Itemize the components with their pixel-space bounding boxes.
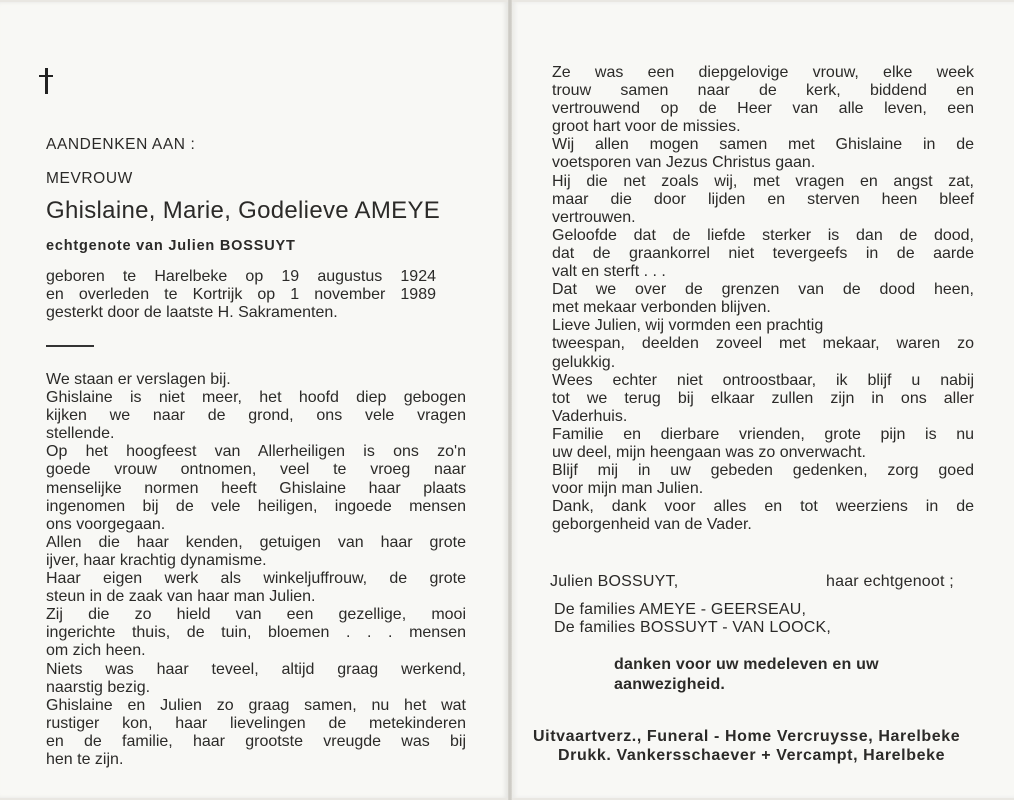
death-line: en overleden te Kortrijk op 1 november 1989	[46, 286, 436, 303]
body-line: steun in de zaak van haar man Julien.	[46, 588, 316, 606]
spouse-line: echtgenote van Julien BOSSUYT	[46, 238, 296, 254]
body-line: Wij allen mogen samen met Ghislaine in de	[552, 136, 974, 154]
body-line: groot hart voor de missies.	[552, 118, 741, 136]
body-line: Niets was haar teveel, altijd graag werkend,	[46, 660, 466, 678]
body-line: Ghislaine en Julien zo graag samen, nu het wat	[46, 696, 466, 714]
body-line: uw deel, mijn heengaan was zo onverwacht.	[552, 443, 866, 461]
body-line: hen te zijn.	[46, 750, 124, 768]
deceased-name: Ghislaine, Marie, Godelieve AMEYE	[46, 197, 441, 224]
body-line: gelukkig.	[552, 353, 616, 371]
body-line: trouw samen naar de kerk, biddend en	[552, 82, 974, 100]
body-line: We staan er verslagen bij.	[46, 371, 231, 388]
body-line: ingerichte thuis, de tuin, bloemen . . . mensen	[46, 624, 466, 642]
body-line: om zich heen.	[46, 642, 146, 660]
funeral-home-credit: Uitvaartverz., Funeral - Home Vercruysse, Harelbeke	[533, 728, 961, 745]
body-line: dat de graankorrel niet tevergeefs in de aarde	[552, 244, 974, 262]
body-line: Blijf mij in uw gebeden gedenken, zorg goed	[552, 462, 974, 480]
body-line: ijver, haar krachtig dynamisme.	[46, 551, 267, 569]
body-line: Wees echter niet ontroostbaar, ik blijf u nabij	[552, 371, 974, 389]
printer-credit: Drukk. Vankersschaever + Vercampt, Harelbeke	[558, 747, 946, 764]
cross-icon	[38, 68, 54, 94]
body-line: Dat we over de grenzen van de dood heen,	[552, 281, 974, 299]
birth-line: geboren te Harelbeke op 19 augustus 1924	[46, 268, 436, 285]
body-line: voetsporen van Jezus Christus gaan.	[552, 154, 816, 172]
body-line: Ze was een diepgelovige vrouw, elke week	[552, 64, 974, 81]
body-line: kijken we naar de grond, ons vele vragen	[46, 407, 466, 425]
divider	[46, 345, 94, 347]
body-line: stellende.	[46, 425, 115, 443]
sacraments-line: gesterkt door de laatste H. Sakramenten.	[46, 304, 338, 321]
body-line: Geloofde dat de liefde sterker is dan de dood,	[552, 226, 974, 244]
body-line: ingenomen bij de vele heiligen, ingoede mensen	[46, 497, 466, 515]
body-line: maar die door lijden en sterven heen bleef	[552, 190, 974, 208]
body-line: tot we terug bij elkaar zullen zijn in ons aller	[552, 389, 974, 407]
body-line: Allen die haar kenden, getuigen van haar grote	[46, 533, 466, 551]
body-line: Dank, dank voor alles en tot weerziens in de	[552, 498, 974, 516]
birth-death-block	[46, 268, 436, 322]
body-line: Haar eigen werk als winkeljuffrouw, de grote	[46, 570, 466, 588]
thanks-line-1: danken voor uw medeleven en uw	[614, 656, 879, 673]
body-line: Familie en dierbare vrienden, grote pijn is nu	[552, 425, 974, 443]
body-line: Hij die net zoals wij, met vragen en angst zat,	[552, 172, 974, 190]
spouse-signature-name: Julien BOSSUYT,	[550, 573, 679, 590]
title-mevrouw: MEVROUW	[46, 170, 133, 187]
body-line: tweespan, deelden zoveel met mekaar, waren zo	[552, 335, 974, 353]
body-line: ons voorgegaan.	[46, 515, 166, 533]
left-page	[0, 2, 508, 798]
body-line: menselijke normen heeft Ghislaine haar plaats	[46, 479, 466, 497]
body-line: vertrouwend op de Heer van alle leven, een	[552, 100, 974, 118]
spouse-signature-role: haar echtgenoot ;	[826, 573, 954, 590]
body-line: Ghislaine is niet meer, het hoofd diep gebogen	[46, 389, 466, 407]
remembrance-heading: AANDENKEN AAN :	[46, 136, 196, 153]
thanks-line-2: aanwezigheid.	[614, 676, 726, 693]
body-line: en de familie, haar grootste vreugde was bij	[46, 732, 466, 750]
body-line: Lieve Julien, wij vormden een prachtig	[552, 317, 824, 335]
body-line: rustiger kon, haar lievelingen de metekinderen	[46, 714, 466, 732]
body-line: Vaderhuis.	[552, 407, 628, 425]
right-body-text	[552, 64, 974, 534]
left-body-text	[46, 371, 466, 769]
body-line: goede vrouw ontnomen, veel te vroeg naar	[46, 461, 466, 479]
body-line: Zij die zo hield van een gezellige, mooi	[46, 606, 466, 624]
body-line: geborgenheid van de Vader.	[552, 516, 752, 534]
body-line: voor mijn man Julien.	[552, 480, 704, 498]
family-line-bossuyt: De families BOSSUYT - VAN LOOCK,	[554, 619, 831, 636]
body-line: valt en sterft . . .	[552, 263, 666, 281]
family-line-ameye: De families AMEYE - GEERSEAU,	[554, 601, 807, 618]
body-line: Op het hoogfeest van Allerheiligen is ons zo'n	[46, 443, 466, 461]
body-line: met mekaar verbonden blijven.	[552, 299, 771, 317]
body-line: vertrouwen.	[552, 208, 636, 226]
body-line: naarstig bezig.	[46, 678, 151, 696]
